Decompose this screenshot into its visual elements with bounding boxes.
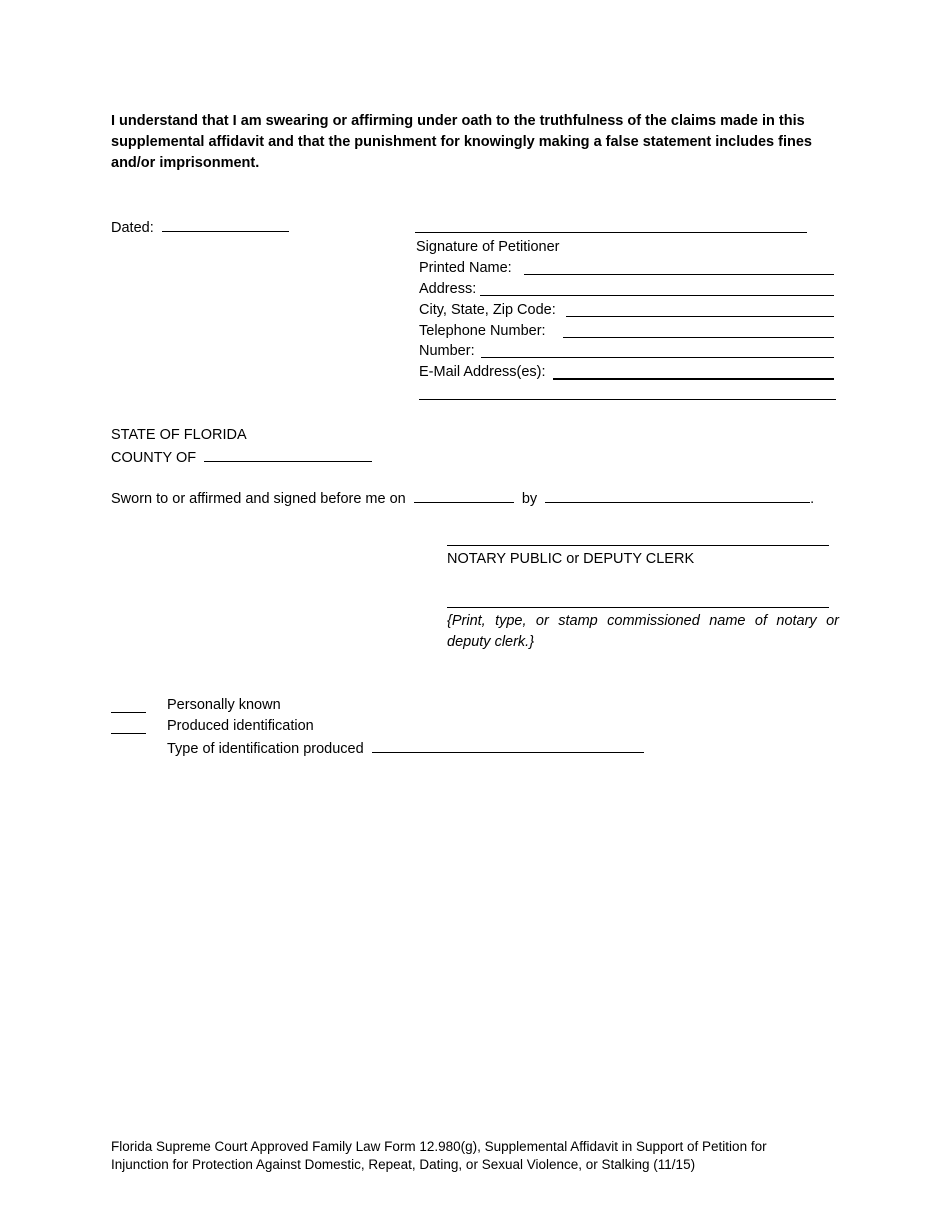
- county-field[interactable]: [204, 446, 372, 462]
- notary-name-caption: {Print, type, or stamp commissioned name of notary or deputy clerk.}: [447, 613, 839, 650]
- personally-known-label: Personally known: [167, 697, 281, 713]
- telephone-field[interactable]: [563, 337, 834, 338]
- telephone-label: Telephone Number:: [419, 323, 546, 339]
- county-label: COUNTY OF: [111, 450, 197, 466]
- type-of-id-row: [167, 737, 644, 759]
- county-row: [111, 446, 372, 468]
- printed-name-label: Printed Name:: [419, 260, 512, 276]
- produced-id-label: Produced identification: [167, 718, 314, 734]
- type-of-id-field[interactable]: [372, 737, 644, 753]
- sworn-text: Sworn to or affirmed and signed before me on: [111, 491, 406, 507]
- sworn-date-field[interactable]: [414, 487, 514, 503]
- dated-field[interactable]: [162, 216, 289, 232]
- by-label: by: [521, 491, 538, 507]
- dated-label: Dated:: [111, 220, 154, 236]
- email-label: E-Mail Address(es):: [419, 364, 546, 380]
- oath-statement: I understand that I am swearing or affirming under oath to the truthfulness of the claims made in this supplemental affidavit and that the punishment for knowingly making a false statement includes fines and/or imprisonment.: [111, 113, 812, 171]
- printed-name-field[interactable]: [524, 274, 834, 275]
- additional-line[interactable]: [419, 399, 836, 400]
- notary-name-line[interactable]: [447, 607, 829, 608]
- form-footer: [111, 1138, 767, 1174]
- signature-of-petitioner-label: Signature of Petitioner: [416, 239, 560, 255]
- sworn-by-field[interactable]: [545, 487, 810, 503]
- notary-signature-line[interactable]: [447, 545, 829, 546]
- city-state-zip-label: City, State, Zip Code:: [419, 302, 556, 318]
- personally-known-checkbox[interactable]: [111, 712, 146, 713]
- fax-number-field[interactable]: [481, 357, 834, 358]
- printed-name-row: [419, 258, 512, 278]
- fax-number-label: Number:: [419, 343, 475, 359]
- footer-line-2: Injunction for Protection Against Domestic, Repeat, Dating, or Sexual Violence, or Stalking (11/15): [111, 1157, 696, 1172]
- notary-label: NOTARY PUBLIC or DEPUTY CLERK: [447, 551, 695, 567]
- email-field[interactable]: [553, 378, 834, 380]
- address-field[interactable]: [480, 295, 834, 296]
- sworn-row: [111, 487, 814, 509]
- period: .: [810, 491, 815, 507]
- petitioner-signature-line[interactable]: [415, 232, 807, 233]
- dated-row: [111, 216, 289, 238]
- footer-line-1: Florida Supreme Court Approved Family Law Form 12.980(g), Supplemental Affidavit in Support of Petition for: [111, 1139, 767, 1154]
- city-state-zip-field[interactable]: [566, 316, 834, 317]
- type-of-id-label: Type of identification produced: [167, 741, 364, 757]
- produced-id-checkbox[interactable]: [111, 733, 146, 734]
- address-label: Address:: [419, 281, 477, 297]
- state-label: STATE OF FLORIDA: [111, 427, 247, 443]
